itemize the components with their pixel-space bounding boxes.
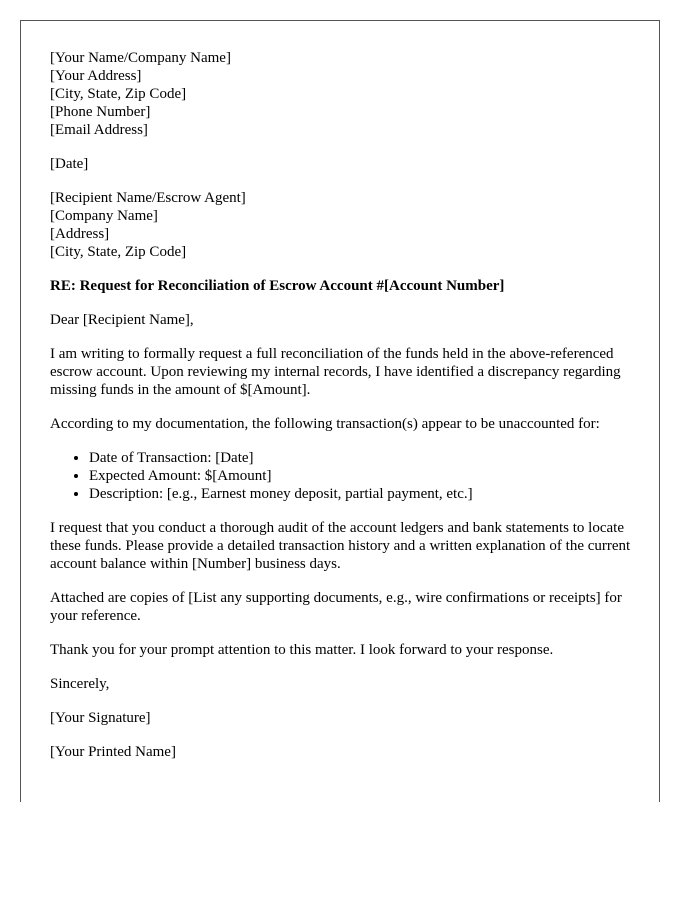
closing: Sincerely, bbox=[50, 676, 110, 692]
recipient-name: [Recipient Name/Escrow Agent] bbox=[50, 190, 246, 206]
sender-name: [Your Name/Company Name] bbox=[50, 50, 231, 66]
transaction-list bbox=[50, 449, 632, 503]
sender-phone: [Phone Number] bbox=[50, 104, 151, 120]
letter-page bbox=[20, 20, 660, 802]
date-block bbox=[50, 155, 632, 173]
attachments-paragraph: Attached are copies of [List any supporting documents, e.g., wire confirmations or receipts] for your reference. bbox=[50, 590, 622, 624]
sender-city: [City, State, Zip Code] bbox=[50, 86, 187, 102]
recipient-company: [Company Name] bbox=[50, 208, 158, 224]
thanks-paragraph: Thank you for your prompt attention to this matter. I look forward to your response. bbox=[50, 642, 554, 658]
sender-block bbox=[50, 49, 632, 139]
audit-paragraph-block bbox=[50, 519, 632, 573]
list-item: • Date of Transaction: [Date] bbox=[89, 449, 632, 467]
intro-paragraph: I am writing to formally request a full reconciliation of the funds held in the above-referenced escrow account. Upon reviewing my internal records, I have identified a discrepancy regarding missing funds in the amount of $[Amount]. bbox=[50, 346, 621, 398]
attachments-paragraph-block bbox=[50, 589, 632, 625]
intro-paragraph-block bbox=[50, 345, 632, 399]
salutation: Dear [Recipient Name], bbox=[50, 312, 194, 328]
letter-body bbox=[50, 49, 632, 761]
sender-address: [Your Address] bbox=[50, 68, 142, 84]
thanks-paragraph-block bbox=[50, 641, 632, 659]
printed-name: [Your Printed Name] bbox=[50, 744, 176, 760]
list-item: • Expected Amount: $[Amount] bbox=[89, 467, 632, 485]
signature: [Your Signature] bbox=[50, 710, 151, 726]
closing-block bbox=[50, 675, 632, 693]
recipient-city: [City, State, Zip Code] bbox=[50, 244, 187, 260]
list-item: • Description: [e.g., Earnest money deposit, partial payment, etc.] bbox=[89, 485, 632, 503]
signature-block bbox=[50, 709, 632, 727]
recipient-block bbox=[50, 189, 632, 261]
printed-name-block bbox=[50, 743, 632, 761]
letter-date: [Date] bbox=[50, 156, 89, 172]
documentation-paragraph: According to my documentation, the following transaction(s) appear to be unaccounted for: bbox=[50, 416, 600, 432]
subject-block bbox=[50, 277, 632, 295]
documentation-paragraph-block bbox=[50, 415, 632, 433]
recipient-address: [Address] bbox=[50, 226, 110, 242]
audit-paragraph: I request that you conduct a thorough audit of the account ledgers and bank statements to locate these funds. Please provide a detailed transaction history and a written explanation of the current account balance within [Number] business days. bbox=[50, 520, 631, 572]
subject-line: RE: Request for Reconciliation of Escrow Account #[Account Number] bbox=[50, 278, 505, 294]
sender-email: [Email Address] bbox=[50, 122, 148, 138]
salutation-block bbox=[50, 311, 632, 329]
